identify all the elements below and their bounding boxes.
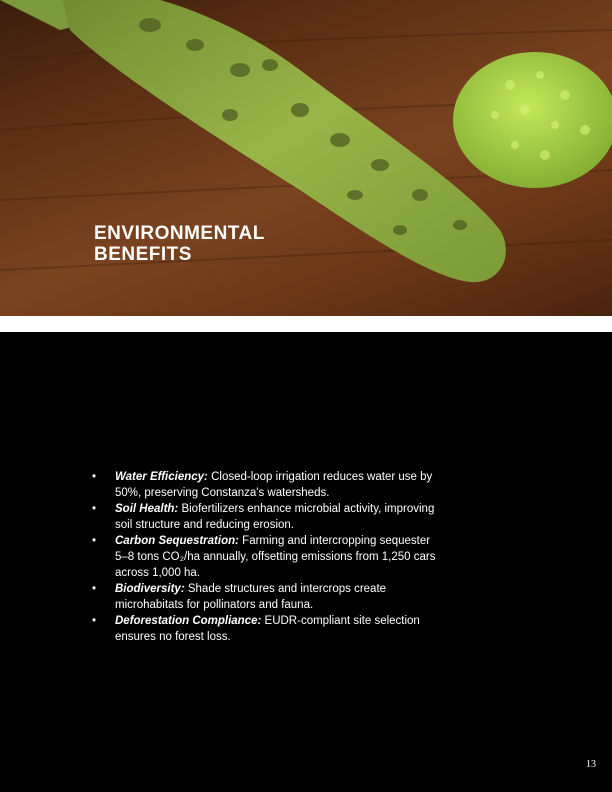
content-panel <box>0 332 612 792</box>
page-number: 13 <box>586 759 596 770</box>
wasabi-root-photo-icon <box>0 0 612 316</box>
bullet-icon: • <box>92 471 97 483</box>
list-item <box>92 613 437 645</box>
list-item <box>92 501 437 533</box>
list-item <box>92 533 437 581</box>
page-title-line2: BENEFITS <box>94 244 192 265</box>
benefit-label: Carbon Sequestration: <box>115 535 239 547</box>
benefit-text: Closed-loop irrigation reduces water use by 50%, preserving Constanza's watersheds. <box>115 471 433 499</box>
bullet-icon: • <box>92 535 97 547</box>
bullet-icon: • <box>92 583 97 595</box>
benefit-text: Farming and intercropping sequester 5–8 tons CO₂/ha annually, offsetting emissions from 1,250 cars across 1,000 ha. <box>115 535 436 579</box>
list-item <box>92 469 437 501</box>
benefit-text: Biofertilizers enhance microbial activity, improving soil structure and reducing erosion. <box>115 503 435 531</box>
divider-band <box>0 316 612 332</box>
benefit-label: Deforestation Compliance: <box>115 615 262 627</box>
bullet-icon: • <box>92 503 97 515</box>
page-title-line1: ENVIRONMENTAL <box>94 223 265 244</box>
hero-image <box>0 0 612 316</box>
benefits-list <box>92 469 437 645</box>
page-title <box>94 223 265 265</box>
list-item <box>92 581 437 613</box>
benefit-label: Water Efficiency: <box>115 471 208 483</box>
bullet-icon: • <box>92 615 97 627</box>
benefit-text: Shade structures and intercrops create microhabitats for pollinators and fauna. <box>115 583 387 611</box>
benefit-label: Soil Health: <box>115 503 179 515</box>
benefit-text: EUDR-compliant site selection ensures no forest loss. <box>115 615 420 643</box>
benefit-label: Biodiversity: <box>115 583 185 595</box>
